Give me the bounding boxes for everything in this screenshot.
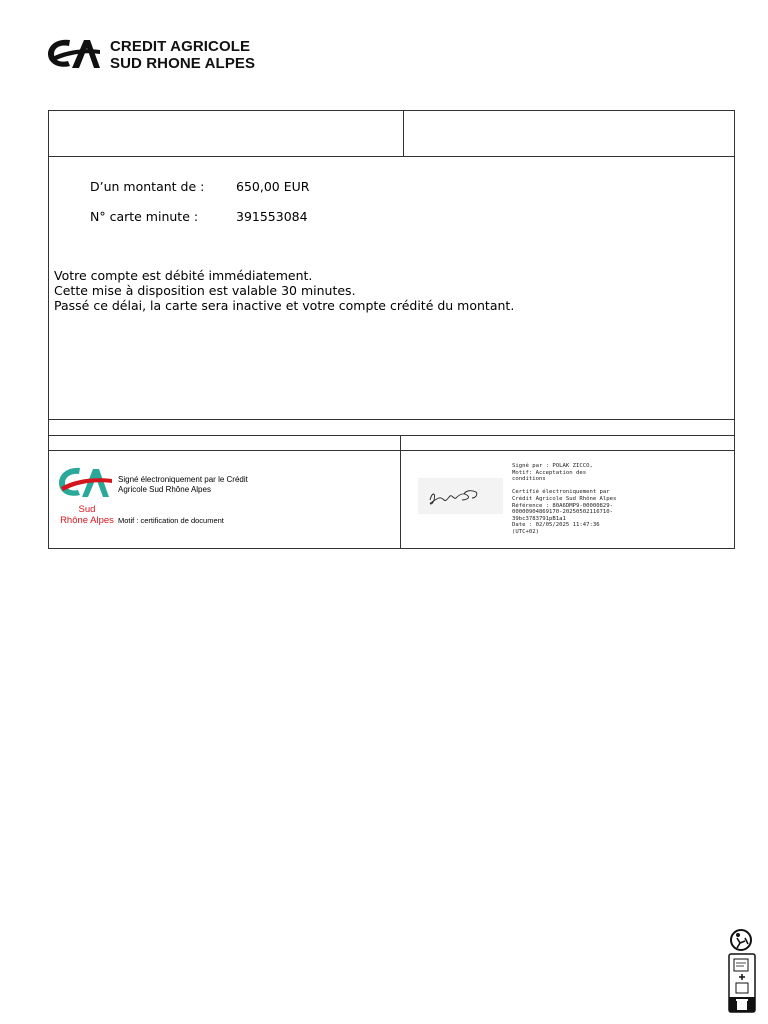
card-number-value: 391553084 (236, 209, 308, 224)
signature-motif: Motif : certification de document (118, 516, 224, 525)
ca-logo-subtitle-line1: Sud (78, 504, 96, 515)
handwritten-signature (418, 478, 503, 514)
bank-name-line1: CREDIT AGRICOLE (110, 38, 251, 55)
recycle-triman-icon (728, 928, 754, 952)
notice-line: Votre compte est débité immédiatement. (54, 268, 313, 283)
electronic-signature-text: Signé électroniquement par le Crédit Agricole Sud Rhône Alpes (118, 475, 248, 494)
amount-value: 650,00 EUR (236, 179, 310, 194)
amount-label: D’un montant de : (90, 179, 205, 194)
bank-name-line2: SUD RHONE ALPES (110, 55, 256, 72)
signature-certificate-details: Signé par : POLAK ZICCO, Motif: Acceptation des conditions Certifié électroniquement par Crédit Agricole Sud Rhône Alpes Référence : 80A6DMP9-00000829- 00000904869170-20250502116710- 39bc3783791pB1a1 Date : 02/05/2025 11:47:36 (UTC+02) (512, 463, 617, 535)
header-divider (403, 111, 404, 156)
card-number-label: N° carte minute : (90, 209, 199, 224)
bank-name (110, 38, 255, 72)
credit-agricole-logo-icon (46, 36, 102, 72)
section-divider (49, 435, 734, 436)
ca-logo-subtitle-line2: Rhône Alpes (60, 515, 114, 526)
notice-line: Passé ce délai, la carte sera inactive et votre compte crédité du montant. (54, 298, 515, 313)
ca-logo-subtitle (58, 504, 116, 526)
signature-divider (400, 435, 401, 549)
sorting-bin-icon (728, 953, 756, 1013)
credit-agricole-color-logo-icon (58, 466, 116, 502)
notice-line: Cette mise à disposition est valable 30 minutes. (54, 283, 356, 298)
section-divider (49, 450, 734, 451)
notice-paragraph (54, 268, 514, 313)
section-divider (49, 156, 734, 157)
section-divider (49, 419, 734, 420)
